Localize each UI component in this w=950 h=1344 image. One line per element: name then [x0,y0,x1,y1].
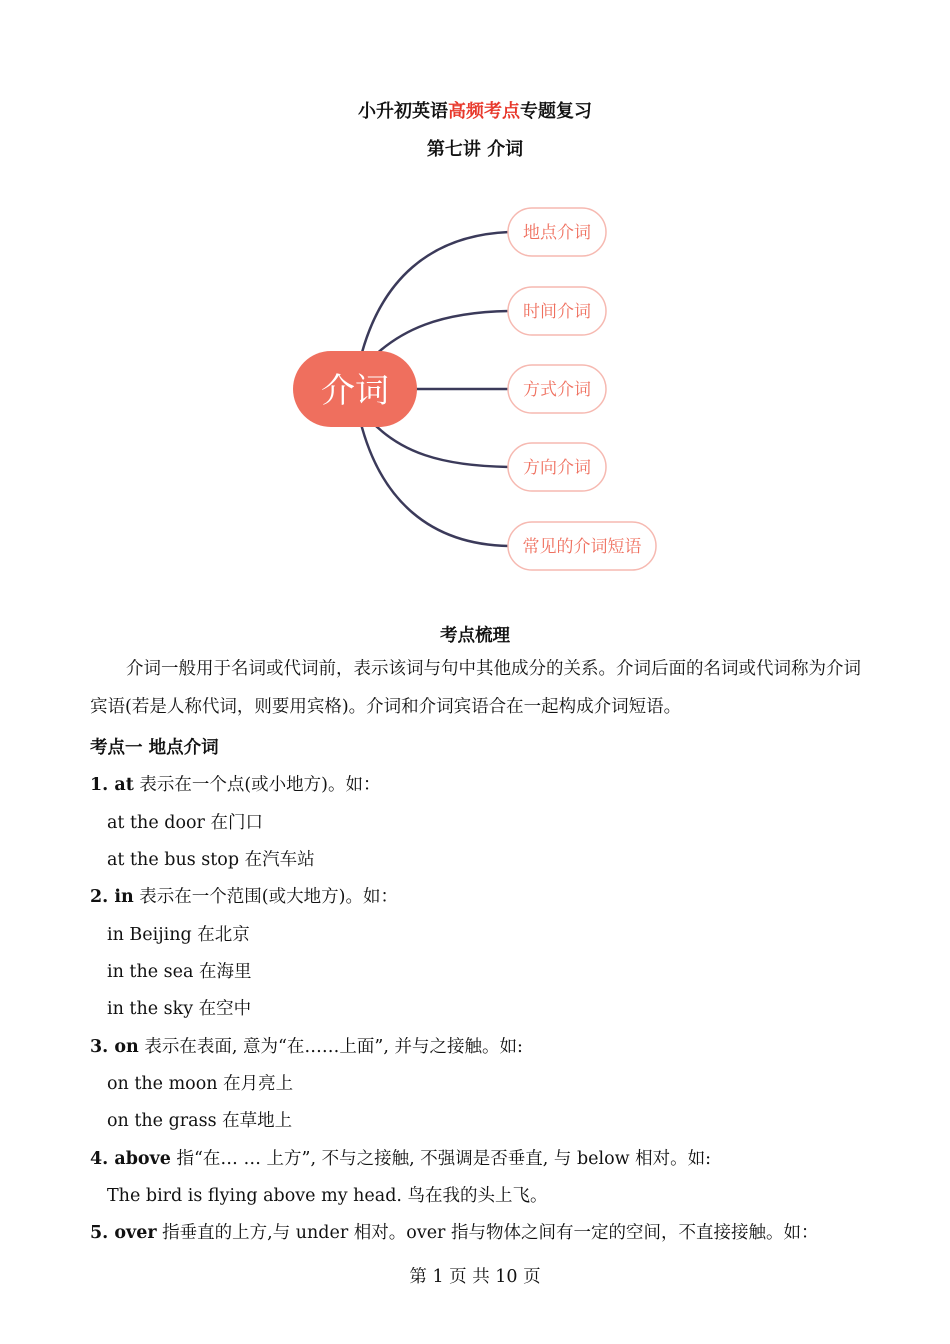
example-line: on the moon 在月亮上 [107,1074,294,1094]
item-description: 表示在表面, 意为“在……上面”, 并与之接触。如: [138,1037,523,1057]
item-at [90,771,381,796]
lesson-subtitle: 第七讲 介词 [426,139,524,160]
branch-connector [370,311,510,360]
item-number: 4. above [90,1149,171,1169]
branch-connector [360,232,510,360]
example-line: on the grass 在草地上 [107,1111,293,1131]
item-number: 3. on [90,1037,139,1057]
branch-connector [360,420,510,546]
item-description: 表示在一个点(或小地方)。如： [133,775,381,795]
title-part: 小升初英语 [358,101,448,122]
mindmap-branch-label: 地点介词 [523,223,591,243]
mindmap-branch-label: 方向介词 [523,458,591,478]
mindmap-branch-label: 常见的介词短语 [522,537,642,557]
example-line: The bird is flying above my head. 鸟在我的头上飞。 [107,1186,548,1206]
mindmap-branch-label: 方式介词 [523,380,591,400]
item-on [90,1033,523,1058]
example-line: in the sea 在海里 [107,962,252,982]
example-line: at the door 在门口 [107,813,263,833]
point-heading: 考点一 地点介词 [90,738,219,758]
item-description: 指垂直的上方,与 under 相对。over 指与物体之间有一定的空间，不直接接触。如： [156,1223,819,1243]
intro-paragraph: 介词一般用于名词或代词前，表示该词与句中其他成分的关系。介词后面的名词或代词称为介词宾语(若是人称代词，则要用宾格)。介词和介词宾语合在一起构成介词短语。 [90,659,861,717]
item-in [90,883,398,908]
mindmap-branch-label: 时间介词 [523,302,591,322]
section-heading: 考点梳理 [440,626,510,646]
example-line: at the bus stop 在汽车站 [107,850,315,870]
page-title [0,97,950,123]
item-above [90,1145,711,1170]
item-over [90,1219,818,1244]
branch-connector [370,420,510,467]
item-number: 2. in [90,887,134,907]
item-number: 1. at [90,775,134,795]
title-highlight: 高频考点 [448,101,520,122]
mindmap-diagram [0,190,950,590]
page-footer: 第 1 页 共 10 页 [409,1267,541,1287]
title-part: 专题复习 [520,101,592,122]
example-line: in Beijing 在北京 [107,925,250,945]
mindmap-center-label: 介词 [321,371,389,411]
example-line: in the sky 在空中 [107,999,252,1019]
item-description: 表示在一个范围(或大地方)。如： [133,887,398,907]
item-number: 5. over [90,1223,157,1243]
item-description: 指“在… … 上方”, 不与之接触, 不强调是否垂直, 与 below 相对。如: [170,1149,712,1169]
